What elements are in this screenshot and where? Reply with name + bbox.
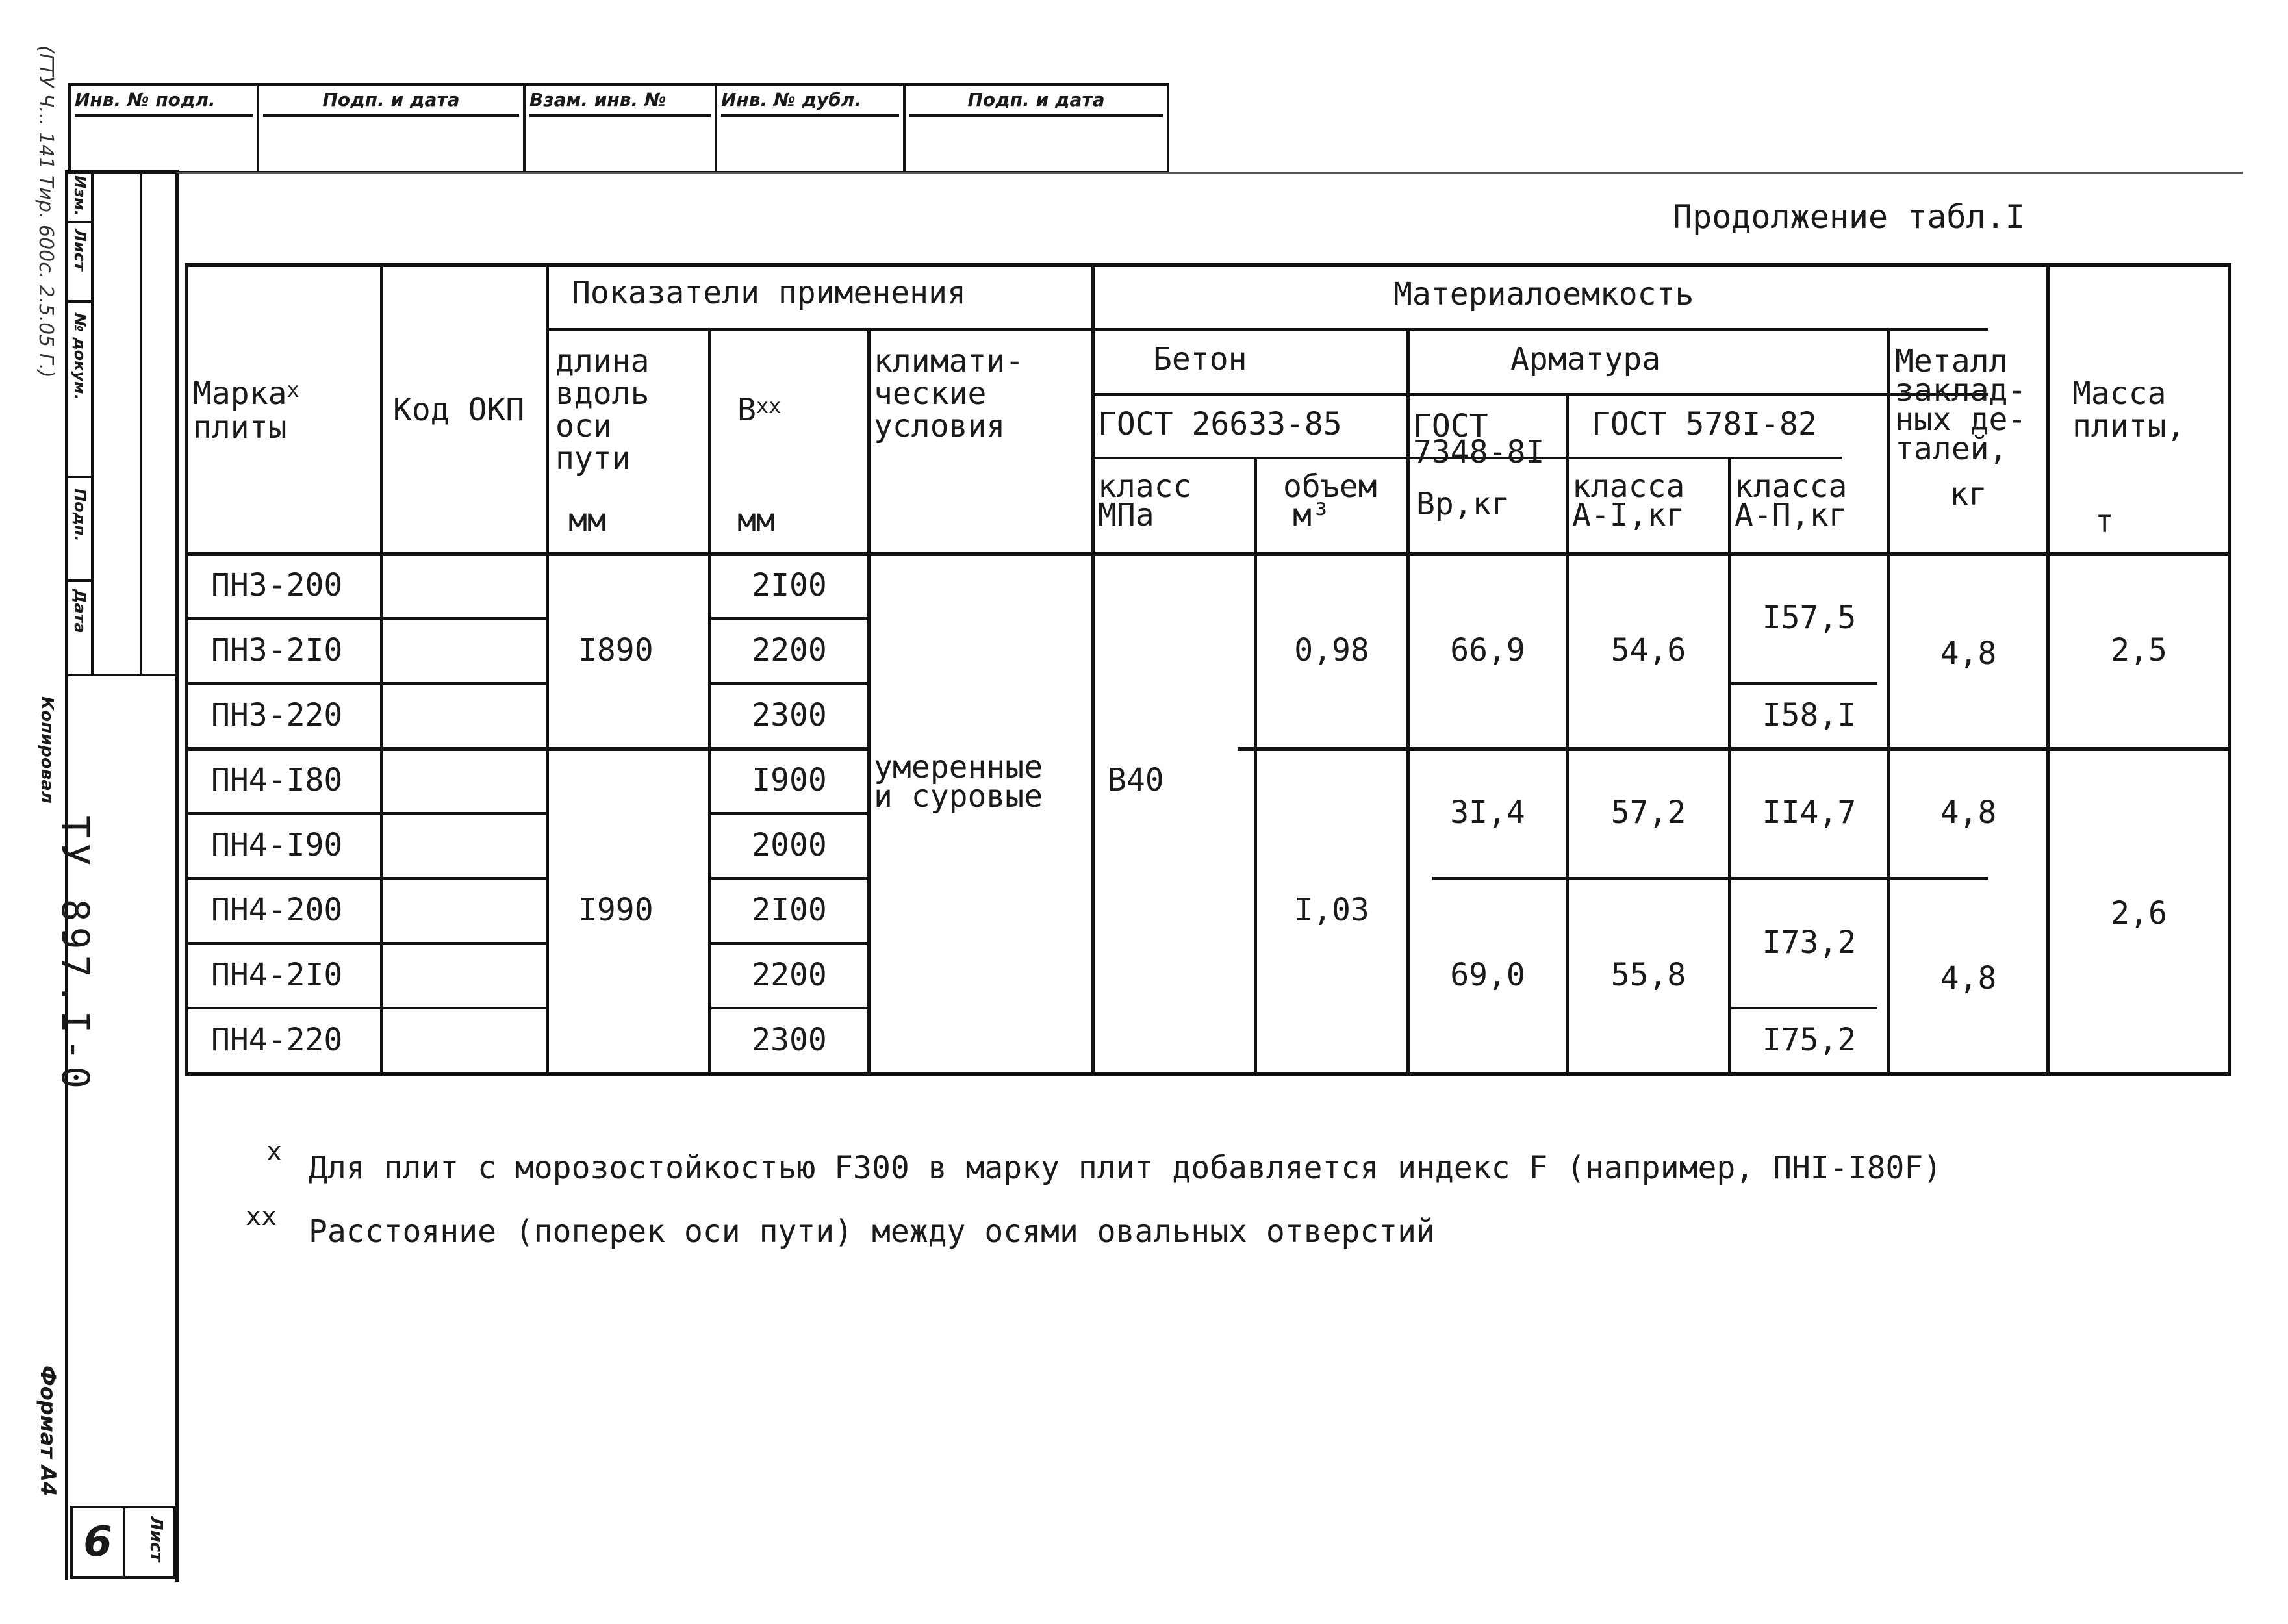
a2-value: I58,I [1762, 697, 1857, 733]
document-code: ТУ 897.I-0 [53, 815, 97, 1095]
col-rule [867, 328, 871, 1075]
header-rebar-gost2: ГОСТ 578I-82 [1592, 406, 1817, 442]
a2-value: II4,7 [1762, 794, 1857, 831]
row-rule [185, 617, 546, 620]
table-top-rule [185, 263, 2231, 267]
row-mark: ПН4-200 [211, 892, 343, 928]
row-rule [185, 812, 546, 815]
b-value: I900 [752, 762, 827, 798]
row-mark: ПН4-I90 [211, 827, 343, 863]
row-rule [185, 877, 546, 880]
concrete-class-value: B40 [1108, 762, 1164, 798]
row-rule [1432, 877, 1988, 880]
strip-divider [68, 579, 91, 582]
row-mark: ПН3-220 [211, 697, 343, 733]
row-rule [711, 617, 867, 620]
table-continuation-label: Продолжение табл.I [1673, 198, 2025, 236]
a1-value: 57,2 [1610, 794, 1686, 831]
strip-divider [68, 170, 179, 173]
header-rule [1095, 393, 1988, 396]
header-metal-3: ных де- [1895, 401, 2027, 438]
header-mass-unit: т [2095, 503, 2114, 540]
header-length-3: оси [555, 408, 612, 444]
climate-value: умеренные [874, 749, 1043, 785]
climate-value-2: и суровые [874, 778, 1043, 815]
b-value: 2I00 [752, 567, 827, 603]
header-concrete: Бетон [1153, 341, 1247, 377]
row-rule [185, 1007, 546, 1009]
strip-label-sheet: Лист [71, 229, 89, 271]
footnote-mark: x [266, 1137, 283, 1167]
header-length: длина [555, 343, 650, 379]
header-b: $B^{xx}$ [737, 392, 782, 428]
header-metal-unit: кг [1950, 476, 1987, 513]
header-application: Показатели применения [572, 275, 966, 311]
metal-value: 4,8 [1940, 635, 1997, 672]
a1-value: 55,8 [1610, 957, 1686, 993]
group-rule [185, 747, 867, 751]
header-mass-2: плиты, [2072, 408, 2185, 444]
metal-value: 4,8 [1940, 794, 1997, 831]
header-mark-line2: плиты [193, 409, 287, 446]
footnote-mark: xx [246, 1202, 277, 1232]
footnote-text: Расстояние (поперек оси пути) между осями овальных отверстий [309, 1213, 1435, 1250]
header-metal-4: талей, [1895, 431, 2008, 467]
header-concrete-class: класс [1098, 468, 1192, 505]
row-rule [711, 877, 867, 880]
col-rule [185, 263, 188, 1075]
header-climate-2: ческие [874, 375, 987, 412]
handwritten-note: (ГТУ Ч... 141 Тир. 600с. 2.5.05 Г.) [34, 45, 57, 378]
a2-value: I57,5 [1762, 600, 1857, 636]
strip-divider [91, 170, 94, 674]
row-mark: ПН3-2I0 [211, 632, 343, 668]
footnote-text: Для плит с морозостойкостью F300 в марку плит добавляется индекс F (например, ПНI-I80F) [309, 1150, 1942, 1186]
row-rule [185, 942, 546, 945]
a2-value: I75,2 [1762, 1022, 1857, 1058]
strip-divider [68, 221, 91, 223]
row-rule [711, 1007, 867, 1009]
header-length-unit: мм [568, 502, 606, 539]
header-climate: климати- [874, 343, 1024, 379]
header-rebar-gost1: ГОСТ [1413, 408, 1488, 444]
volume-value: I,03 [1294, 892, 1369, 928]
bp-value: 3I,4 [1450, 794, 1525, 831]
header-rebar-gost1-num: 7348-8I [1413, 434, 1545, 470]
header-rebar-a1: класса [1572, 468, 1685, 505]
stamp-cell-sign-date: Подп. и дата [259, 86, 526, 171]
col-rule [1091, 263, 1095, 1075]
header-concrete-volume-unit: м³ [1293, 497, 1330, 533]
row-mark: ПН3-200 [211, 567, 343, 603]
header-length-2: вдоль [555, 375, 650, 412]
header-length-4: пути [555, 440, 631, 477]
header-rebar-bp: Вр,кг [1416, 486, 1510, 522]
b-value: 2I00 [752, 892, 827, 928]
row-rule [711, 942, 867, 945]
stamp-cell-replaced-inv: Взам. инв. № [526, 86, 717, 171]
b-value: 2200 [752, 632, 827, 668]
col-rule [546, 263, 549, 1075]
stamp-cell-inv-duplicate: Инв. № дубл. [717, 86, 906, 171]
materials-table [185, 263, 2231, 1075]
approval-stamp [68, 83, 1169, 174]
format-label: Формат А4 [36, 1365, 60, 1497]
metal-value: 4,8 [1940, 960, 1997, 996]
a2-value: I73,2 [1762, 924, 1857, 961]
sheet-label: Лист [146, 1516, 166, 1562]
strip-spacer [65, 1208, 68, 1209]
header-concrete-gost: ГОСТ 26633-85 [1098, 406, 1342, 442]
stamp-cell-inv-original: Инв. № подл. [71, 86, 259, 171]
header-metal-2: заклад- [1895, 372, 2027, 409]
sheet-label-box [125, 1506, 175, 1579]
length-value: I890 [578, 632, 654, 668]
strip-divider [68, 674, 179, 676]
header-material: Материалоемкость [1393, 276, 1694, 312]
row-rule [711, 812, 867, 815]
strip-divider [68, 476, 91, 478]
bp-value: 66,9 [1450, 632, 1525, 668]
row-mark: ПН4-220 [211, 1022, 343, 1058]
row-mark: ПН4-2I0 [211, 957, 343, 993]
header-rebar-a2: класса [1735, 468, 1848, 505]
bp-value: 69,0 [1450, 957, 1525, 993]
b-value: 2300 [752, 1022, 827, 1058]
sheet-number: 6 [70, 1506, 125, 1579]
a1-value: 54,6 [1610, 632, 1686, 668]
header-okp: Код ОКП [393, 392, 525, 428]
b-value: 2000 [752, 827, 827, 863]
strip-label-signature: Подп. [71, 488, 89, 542]
header-b-unit: мм [737, 502, 775, 539]
header-climate-3: условия [874, 408, 1006, 444]
group-rule [1238, 747, 2231, 751]
table-bottom-rule [185, 1072, 2231, 1076]
header-bottom-rule [185, 552, 2231, 556]
length-value: I990 [578, 892, 654, 928]
col-rule [2228, 263, 2231, 1075]
row-rule [1731, 682, 1877, 685]
mass-value: 2,6 [2111, 895, 2167, 932]
col-rule [1728, 457, 1731, 1075]
col-rule [380, 263, 383, 1075]
b-value: 2300 [752, 697, 827, 733]
header-rule [546, 328, 1988, 331]
row-mark: ПН4-I80 [211, 762, 343, 798]
col-rule [2046, 263, 2050, 1075]
mass-value: 2,5 [2111, 632, 2167, 668]
header-rebar-a2-unit: А-П,кг [1735, 497, 1848, 533]
copied-label: Копировал [37, 696, 57, 804]
strip-label-doc-number: № докум. [71, 313, 89, 400]
header-rebar-a1-unit: А-I,кг [1572, 497, 1685, 533]
header-rebar: Арматура [1510, 341, 1661, 377]
strip-divider [68, 300, 91, 303]
row-rule [1731, 1007, 1877, 1009]
header-mass: Масса [2072, 375, 2167, 412]
header-concrete-class-unit: МПа [1098, 497, 1154, 533]
row-rule [185, 682, 546, 685]
row-rule [711, 682, 867, 685]
header-metal: Металл [1895, 343, 2008, 379]
strip-label-date: Дата [71, 589, 89, 633]
header-concrete-volume: объем [1283, 468, 1377, 505]
volume-value: 0,98 [1294, 632, 1369, 668]
col-rule [1254, 457, 1257, 1075]
b-value: 2200 [752, 957, 827, 993]
stamp-cell-sign-date-2: Подп. и дата [906, 86, 1167, 171]
header-mark: Марка$^x$ [193, 375, 299, 412]
strip-label-change: Изм. [71, 175, 89, 216]
strip-divider [140, 170, 142, 674]
